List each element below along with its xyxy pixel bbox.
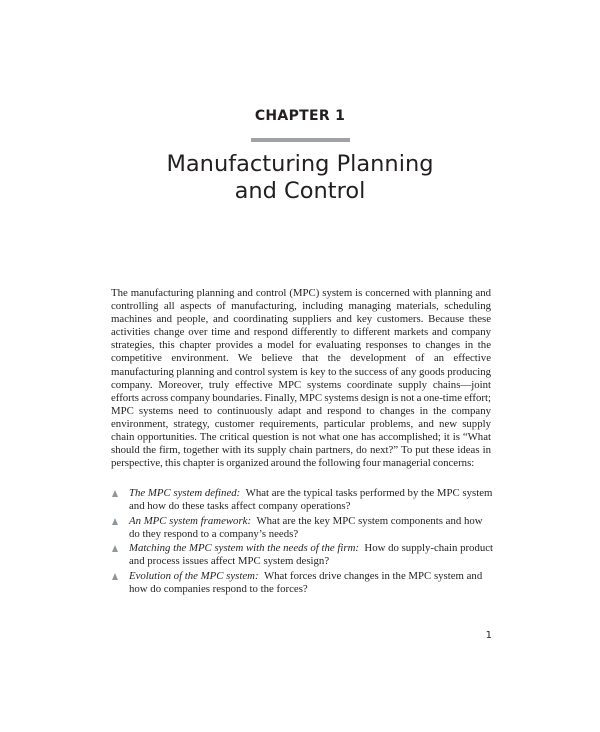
concern-item xyxy=(111,515,495,541)
concern-question: What are the typical tasks performed by the MPC system and how do these tasks affect company operations? xyxy=(129,487,493,513)
triangle-bullet-icon xyxy=(112,490,118,497)
concern-question: How do supply-chain product and process issues affect MPC system design? xyxy=(129,542,494,568)
triangle-bullet-icon xyxy=(112,518,118,525)
concern-question: What are the key MPC system components and how do they respond to a company’s needs? xyxy=(129,514,483,540)
triangle-bullet-icon xyxy=(112,573,118,580)
concern-topic: An MPC system framework: xyxy=(129,514,257,527)
concern-item xyxy=(111,542,495,568)
concern-topic: Matching the MPC system with the needs of the firm: xyxy=(129,542,365,555)
concern-topic: The MPC system defined: xyxy=(129,487,246,499)
page-number: 1 xyxy=(485,630,492,641)
triangle-bullet-icon xyxy=(112,545,118,552)
chapter-title-line-2: and Control xyxy=(234,178,366,204)
chapter-label: CHAPTER 1 xyxy=(254,108,346,124)
concern-topic: Evolution of the MPC system: xyxy=(129,570,264,583)
concerns-list xyxy=(111,487,495,598)
concern-item xyxy=(111,487,495,513)
chapter-title xyxy=(0,151,600,205)
intro-paragraph: The manufacturing planning and control (MPC) system is concerned with planning and controlling all aspects of manufacturing, including managing materials, scheduling machines and people, and coordinating suppliers and key customers. Because these activities change over time and respond differently to different markets and company strategies, this chapter provides a model for evaluating responses to changes in the competitive environment. We believe that the development of an effective manufacturing planning and control system is key to the success of any goods producing company. Moreover, truly effective MPC systems coordinate supply chains—joint efforts across company boundaries. Finally, MPC systems design is not a one-time effort; MPC systems need to continuously adapt and respond to changes in the company environment, strategy, customer requirements, particular problems, and new supply chain opportunities. The critical question is not what one has accomplished; it is “What should the firm, together with its supply chain partners, do next?” To put these ideas in perspective, this chapter is organized around the following four managerial concerns: xyxy=(111,287,491,470)
chapter-rule xyxy=(251,138,350,142)
chapter-title-line-1: Manufacturing Planning xyxy=(166,151,434,177)
concern-item xyxy=(111,570,495,596)
concern-question: What forces drive changes in the MPC system and how do companies respond to the forces? xyxy=(129,570,483,596)
